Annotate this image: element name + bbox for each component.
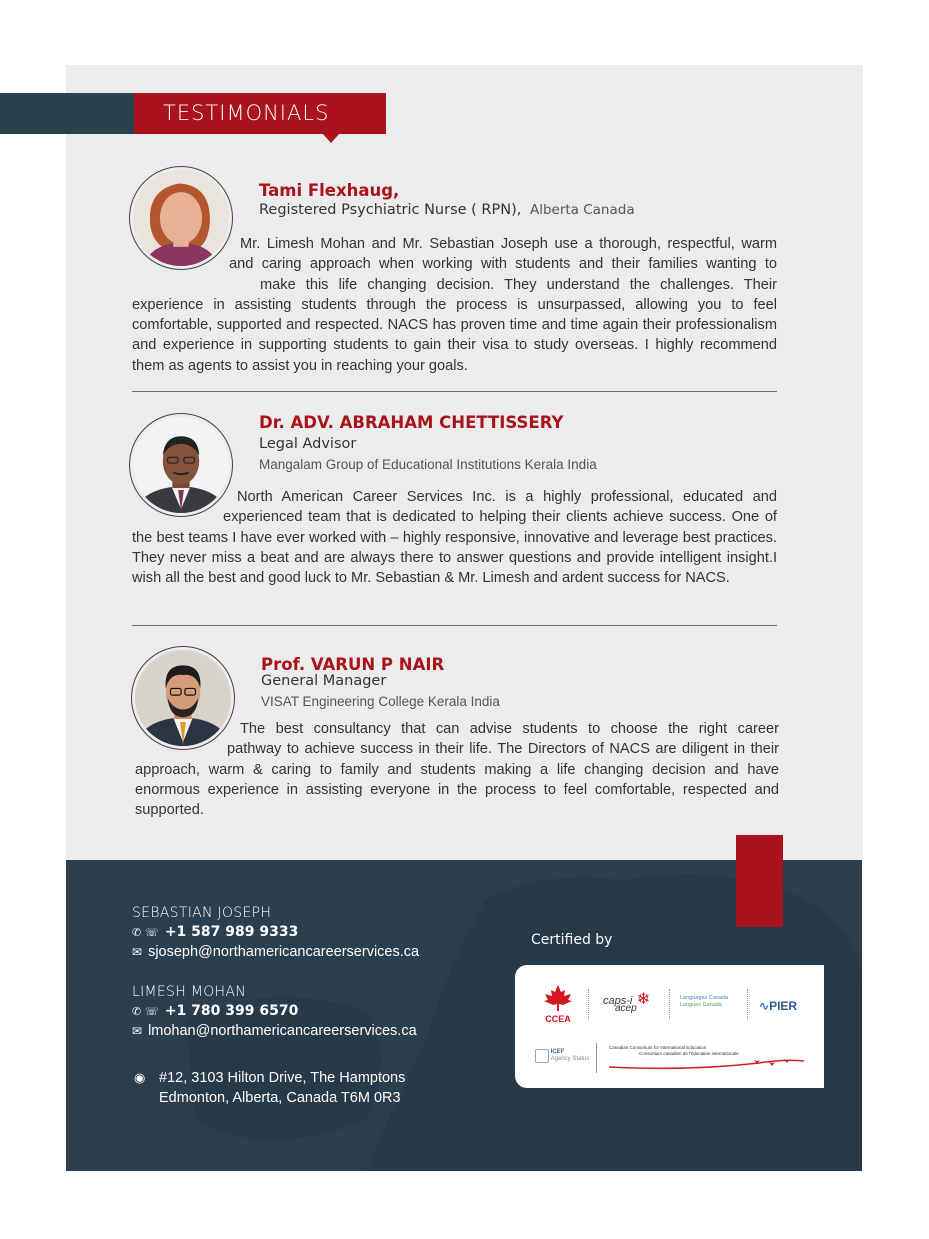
- banner-side-bar: [0, 93, 134, 134]
- testimonials-banner: TESTIMONIALS: [134, 93, 386, 134]
- testimonial-quote: [132, 234, 777, 376]
- maple-leaf-small-icon: ❄: [636, 991, 651, 1008]
- contact-name: LIMESH MOHAN: [132, 984, 246, 1000]
- divider-2: [132, 625, 777, 626]
- pier-logo: ∿PIER: [759, 999, 798, 1013]
- quote-line-1: The best consultancy that can advise students to choose the right career: [240, 721, 779, 737]
- address-line-1: #12, 3103 Hilton Drive, The Hamptons: [159, 1070, 406, 1086]
- quote-rest: One of the best teams I have ever worked with – highly responsive, innovative and leverage best practices. They never miss a beat and are always there to answer questions and provide intelligent insight.I wish all the best and good luck to Mr. Sebastian & Mr. Limesh and ardent success for NACS.: [132, 509, 777, 587]
- certification-logos: [515, 965, 824, 1088]
- phone-whatsapp-icon: ✆ ☏: [132, 925, 159, 939]
- logo-separator: [596, 1043, 597, 1073]
- maple-leaf-icon: [543, 985, 573, 1011]
- quote-line-1: Mr. Limesh Mohan and Mr. Sebastian Joseph use a thorough, respectful, warm: [240, 236, 777, 252]
- phone-whatsapp-icon: ✆ ☏: [132, 1004, 159, 1018]
- testimonial-location: Alberta Canada: [529, 202, 635, 218]
- quote-line-2: and caring approach when working with students and their families wanting to: [229, 256, 777, 273]
- location-pin-icon: ◉: [134, 1070, 146, 1085]
- contact-email[interactable]: ✉ lmohan@northamericancareerservices.ca: [132, 1023, 417, 1039]
- quote-line-3: make this life changing decision.: [260, 276, 495, 293]
- testimonial-name: Tami Flexhaug,: [259, 181, 400, 200]
- languages-canada-logo: Languages Canada Langues Canada: [680, 995, 729, 1008]
- contact-phone: ✆ ☏ +1 587 989 9333: [132, 924, 299, 940]
- testimonial-role: Registered Psychiatric Nurse ( RPN), Alberta Canada: [259, 202, 635, 218]
- testimonial-role: General Manager: [261, 673, 387, 689]
- testimonial-org: Mangalam Group of Educational Institutions Kerala India: [259, 457, 597, 472]
- certified-by-label: Certified by: [531, 932, 613, 948]
- testimonial-org: VISAT Engineering College Kerala India: [261, 694, 500, 709]
- icef-logo: ICEF Agency Status: [535, 1049, 589, 1063]
- divider-1: [132, 391, 777, 392]
- icef-badge-icon: [535, 1049, 549, 1063]
- ccea-logo: CCEA: [541, 985, 575, 1024]
- testimonial-role: Legal Advisor: [259, 436, 357, 452]
- address: [134, 1068, 405, 1108]
- pier-swoosh-icon: ∿: [759, 999, 770, 1013]
- testimonial-quote: [135, 719, 779, 820]
- address-line-2: Edmonton, Alberta, Canada T6M 0R3: [159, 1090, 401, 1106]
- logo-separator: [747, 989, 748, 1019]
- contact-name: SEBASTIAN JOSEPH: [132, 905, 272, 921]
- testimonial-name: Prof. VARUN P NAIR: [261, 655, 445, 674]
- cci-swoosh-icon: [609, 1057, 809, 1071]
- contact-phone: ✆ ☏ +1 780 399 6570: [132, 1003, 299, 1019]
- quote-line-1: North American Career Services Inc. is a highly professional, educated and: [237, 489, 777, 505]
- red-accent-block: [736, 835, 783, 927]
- testimonial-name: Dr. ADV. ABRAHAM CHETTISSERY: [259, 413, 564, 432]
- quote-line-2: pathway to achieve success in their life.: [227, 741, 492, 758]
- quote-rest: The Directors of NACS are diligent in their approach, warm & caring to family and students making a life changing decision and have enormous experience in assisting everyone in the process to feel comfortable, respected and supported.: [135, 741, 779, 819]
- mail-icon: ✉: [132, 1024, 143, 1039]
- banner-notch: [322, 133, 340, 143]
- cci-logo: Canadian Consortium for International Education Consortium canadien de l'éducation internationale: [609, 1045, 809, 1073]
- testimonial-quote: [132, 487, 777, 588]
- logo-separator: [588, 989, 589, 1019]
- contact-email[interactable]: ✉ sjoseph@northamericancareerservices.ca: [132, 944, 420, 960]
- quote-rest: They understand the challenges. Their experience in assisting students through the process is unsurpassed, allowing you to feel comfortable, supported and respected. NACS has proven time and time again their professionalism and experience in supporting students to gain their visa to study overseas. I highly recommend them as agents to assist you in reaching your goals.: [132, 276, 778, 374]
- caps-i-logo: caps-i ❄ acep: [603, 991, 651, 1014]
- mail-icon: ✉: [132, 945, 143, 960]
- quote-line-2: experienced team that is dedicated to helping their clients achieve success.: [223, 509, 726, 526]
- logo-separator: [669, 989, 670, 1019]
